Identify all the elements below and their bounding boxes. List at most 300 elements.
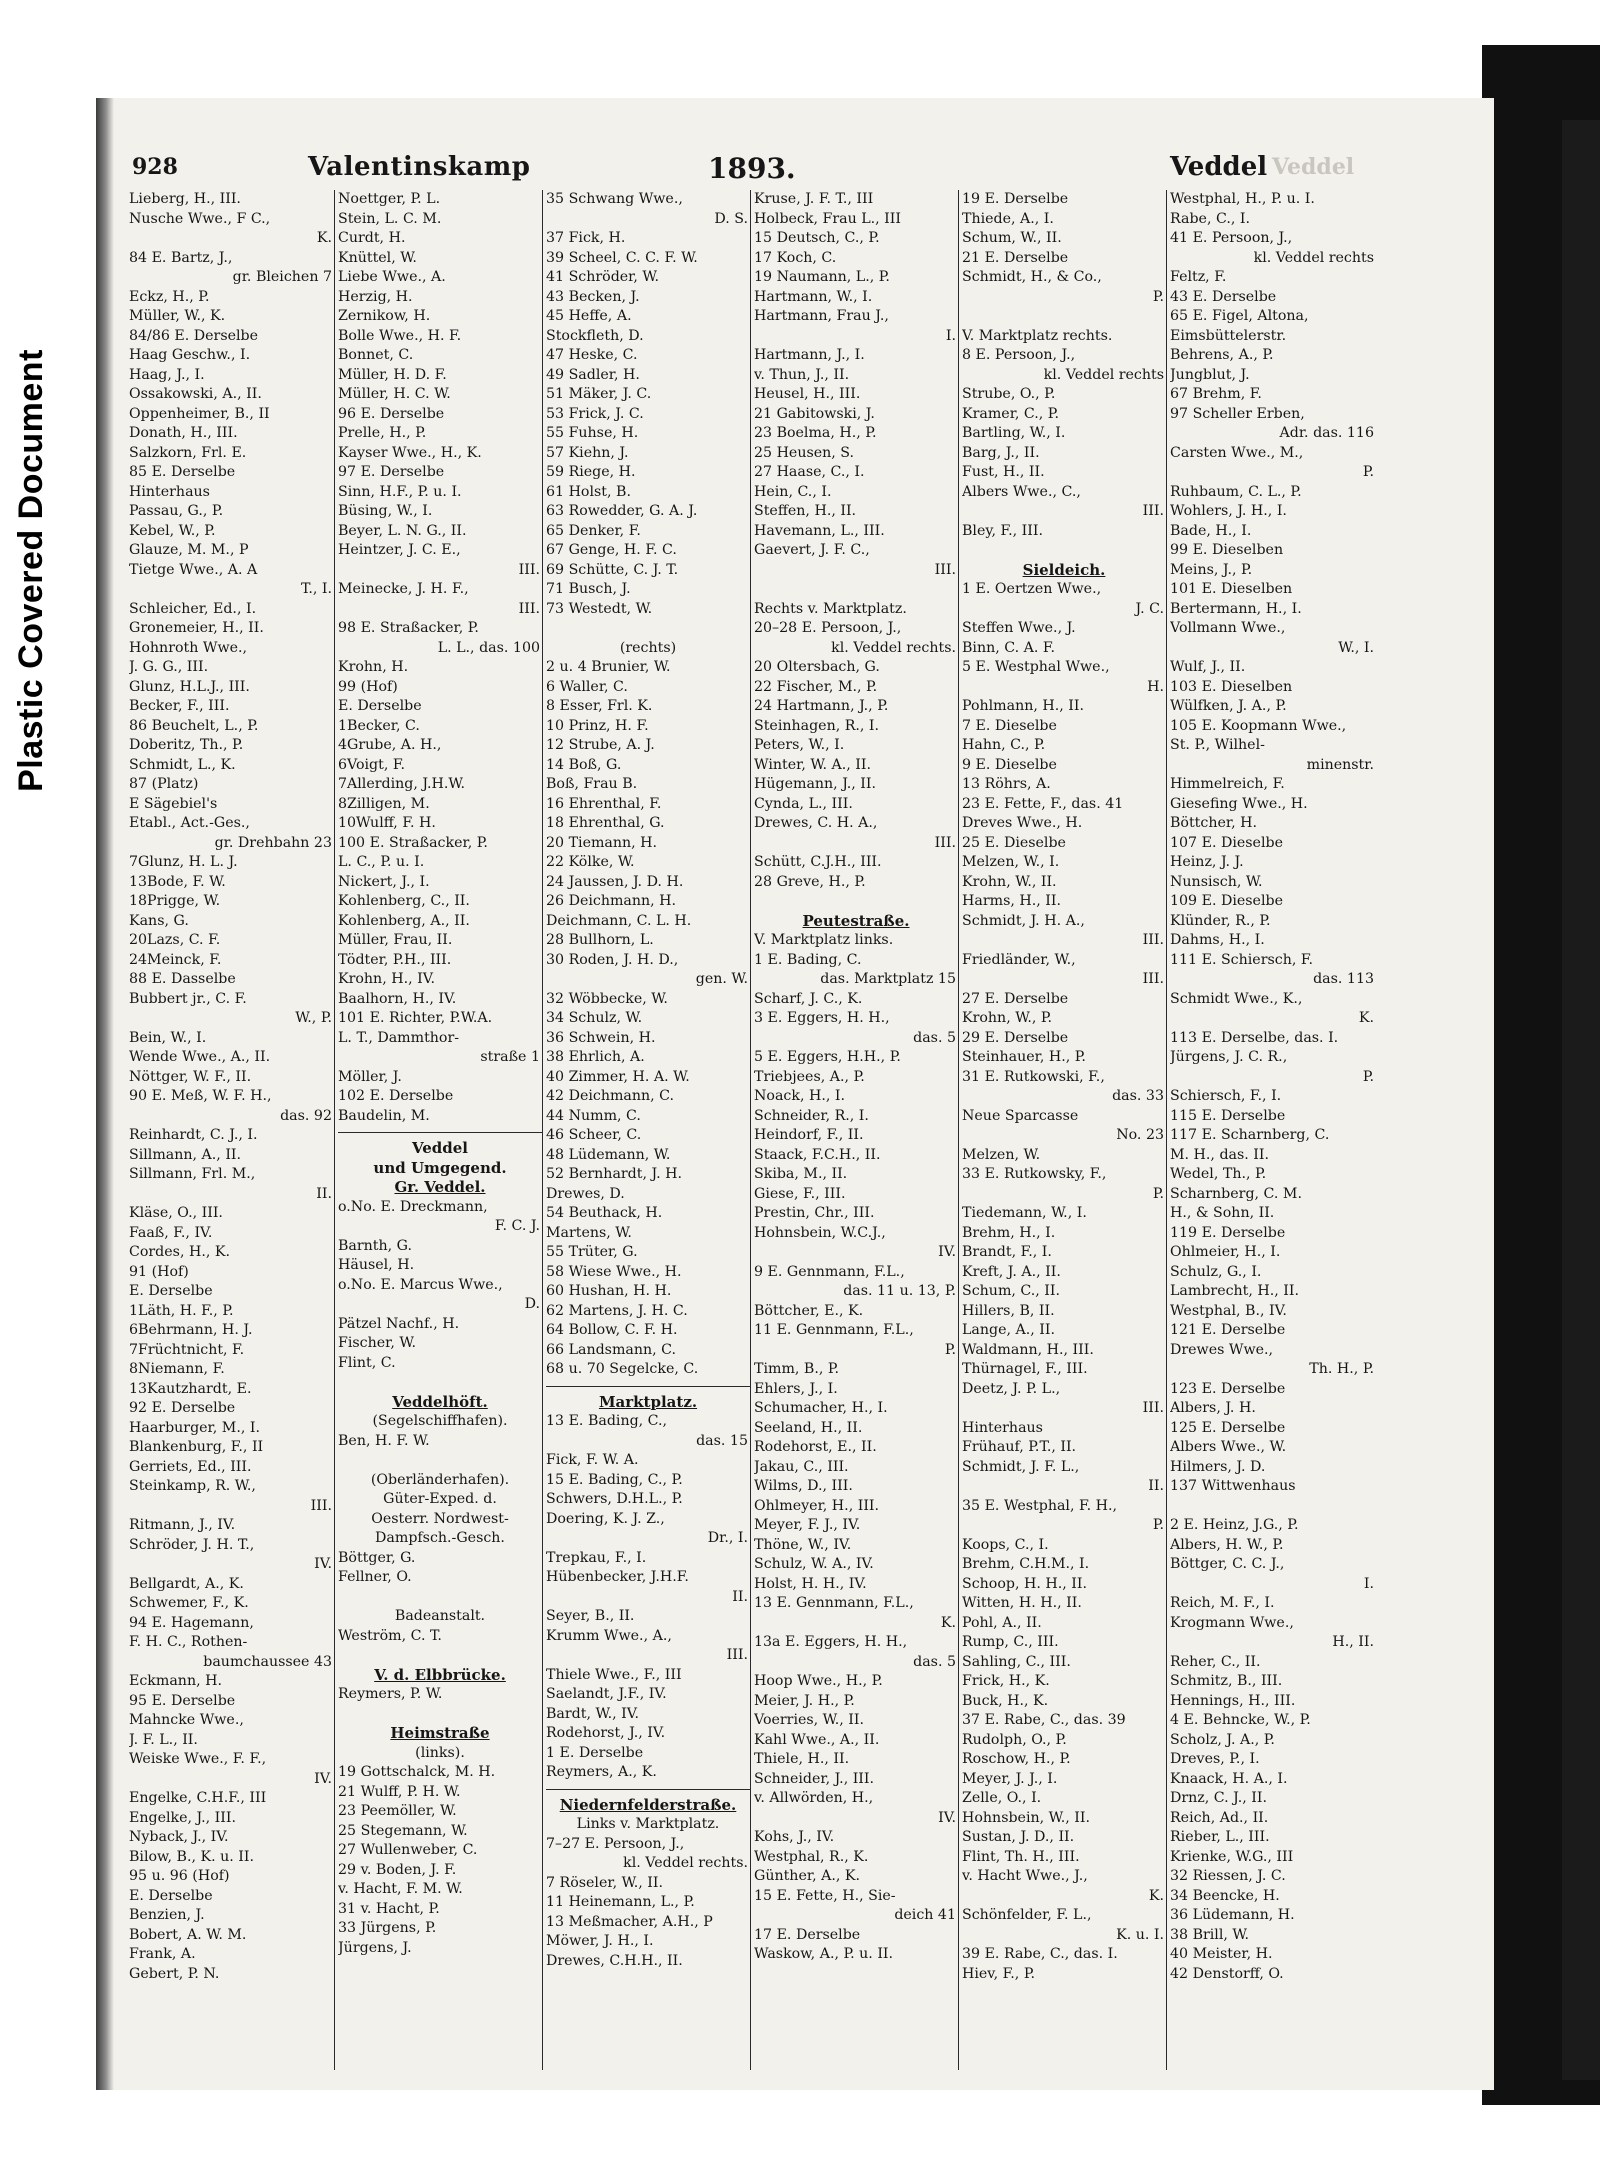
- directory-entry: Martens, W.: [546, 1224, 632, 1241]
- directory-entry: Oesterr. Nordwest-: [371, 1510, 509, 1527]
- directory-entry: Zelle, O., I.: [962, 1790, 1042, 1806]
- directory-entry: Scharf, J. C., K.: [754, 990, 863, 1007]
- directory-entry: Giese, F., III.: [754, 1185, 846, 1202]
- directory-entry: Buck, H., K.: [962, 1692, 1049, 1709]
- side-label: [0, 0, 62, 1140]
- directory-entry: Stockfleth, D.: [546, 327, 644, 344]
- directory-entry: Heintzer, J. C. E.,: [338, 542, 461, 558]
- directory-entry: 68 u. 70 Segelcke, C.: [546, 1361, 699, 1377]
- directory-entry: Meyer, J. J., I.: [962, 1770, 1058, 1787]
- directory-entry: Kans, G.: [129, 912, 189, 929]
- directory-entry: 84/86 E. Derselbe: [129, 327, 259, 344]
- directory-entry: Schmidt Wwe., K.,: [1170, 990, 1303, 1007]
- directory-entry: 63 Rowedder, G. A. J.: [546, 503, 698, 519]
- directory-entry: K. u. I.: [1116, 1926, 1164, 1943]
- directory-entry: Krohn, H., IV.: [338, 971, 435, 987]
- directory-entry: K.: [940, 1614, 956, 1631]
- directory-entry: Westphal, R., K.: [754, 1848, 869, 1865]
- directory-entry: 42 Denstorff, O.: [1170, 1965, 1284, 1982]
- directory-entry: Schwemer, F., K.: [129, 1595, 249, 1611]
- directory-entry: [338, 1646, 542, 1666]
- directory-entry: P.: [1152, 1185, 1164, 1202]
- directory-entry: 19 Gottschalck, M. H.: [338, 1764, 496, 1780]
- section-heading: V. d. Elbbrücke.: [374, 1665, 506, 1684]
- directory-entry: 20–28 E. Persoon, J.,: [754, 620, 902, 636]
- directory-entry: straße 1: [480, 1049, 540, 1065]
- directory-entry: 41 E. Persoon, J.,: [1170, 230, 1293, 246]
- directory-entry: Glauze, M. M., P: [129, 542, 249, 558]
- directory-entry: Dahms, H., I.: [1170, 932, 1265, 948]
- directory-entry: 37 E. Rabe, C., das. 39: [962, 1712, 1126, 1728]
- directory-entry: Lieberg, H., III.: [129, 191, 241, 207]
- directory-entry: Kramer, C., P.: [962, 405, 1059, 422]
- directory-entry: Meinecke, J. H. F.,: [338, 581, 469, 597]
- directory-entry: 24 Hartmann, J., P.: [754, 698, 889, 714]
- directory-entry: Nöttger, W. F., II.: [129, 1068, 252, 1085]
- section-heading: Heimstraße: [390, 1724, 490, 1742]
- directory-entry: Eckmann, H.: [129, 1673, 222, 1689]
- directory-entry: L. C., P. u. I.: [338, 854, 425, 870]
- directory-entry: 9 E. Gennmann, F.L.,: [754, 1263, 905, 1280]
- directory-entry: Drewes, D.: [546, 1185, 625, 1202]
- directory-entry: Nunsisch, W.: [1170, 873, 1263, 890]
- directory-entry: kl. Veddel rechts.: [831, 639, 956, 656]
- directory-entry: Bubbert jr., C. F.: [129, 990, 247, 1007]
- directory-entry: Engelke, J., III.: [129, 1809, 236, 1826]
- directory-entry: Bein, W., I.: [129, 1029, 207, 1046]
- directory-entry: Donath, H., III.: [129, 425, 238, 441]
- directory-entry: 31 E. Rutkowski, F.,: [962, 1068, 1105, 1085]
- directory-entry: 8 Esser, Frl. K.: [546, 698, 653, 714]
- directory-entry: Thiele Wwe., F., III: [546, 1666, 682, 1683]
- directory-entry: Bobert, A. W. M.: [129, 1926, 247, 1943]
- directory-entry: Saelandt, J.F., IV.: [546, 1686, 667, 1702]
- directory-entry: Hahn, C., P.: [962, 737, 1046, 753]
- directory-entry: Ben, H. F. W.: [338, 1432, 430, 1449]
- directory-entry: Schröder, J. H. T.,: [129, 1536, 255, 1553]
- directory-entry: III.: [934, 834, 956, 851]
- directory-entry: Pohlmann, H., II.: [962, 698, 1085, 714]
- directory-entry: 12 Strube, A. J.: [546, 737, 655, 753]
- directory-entry: [1170, 1497, 1376, 1517]
- directory-entry: das. 113: [1313, 971, 1374, 987]
- directory-entry: Zernikow, H.: [338, 308, 431, 324]
- directory-entry: Güter-Exped. d.: [383, 1491, 497, 1507]
- directory-entry: Hiev, F., P.: [962, 1965, 1035, 1982]
- directory-entry: Liebe Wwe., A.: [338, 269, 446, 285]
- directory-entry: [338, 1451, 542, 1471]
- directory-entry: Thürnagel, F., III.: [962, 1361, 1088, 1377]
- directory-entry: Albers Wwe., C.,: [962, 483, 1081, 500]
- directory-entry: 101 E. Richter, P.W.A.: [338, 1010, 493, 1026]
- directory-entry: H., & Sohn, II.: [1170, 1205, 1275, 1221]
- directory-entry: Baalhorn, H., IV.: [338, 990, 457, 1007]
- directory-entry: 18Prigge, W.: [129, 893, 221, 909]
- directory-entry: Bertermann, H., I.: [1170, 600, 1302, 617]
- directory-entry: Reymers, A., K.: [546, 1764, 657, 1780]
- directory-entry: 4 E. Behncke, W., P.: [1170, 1712, 1311, 1728]
- directory-entry: 17 E. Derselbe: [754, 1926, 861, 1943]
- directory-entry: III.: [726, 1647, 748, 1663]
- directory-entry: Häusel, H.: [338, 1257, 415, 1273]
- directory-entry: 39 Scheel, C. C. F. W.: [546, 249, 698, 266]
- directory-entry: 35 Schwang Wwe.,: [546, 191, 683, 207]
- directory-entry: 1 E. Bading, C.: [754, 951, 862, 968]
- directory-entry: (Oberländerhafen).: [370, 1471, 510, 1488]
- directory-entry: 2 u. 4 Brunier, W.: [546, 659, 671, 675]
- directory-entry: Wülfken, J. A., P.: [1170, 698, 1287, 714]
- directory-entry: Schmidt, L., K.: [129, 756, 236, 773]
- directory-entry: 59 Riege, H.: [546, 464, 636, 480]
- directory-entry: Dreves Wwe., H.: [962, 815, 1083, 831]
- directory-entry: Kruse, J. F. T., III: [754, 191, 874, 207]
- directory-entry: III.: [1142, 971, 1164, 987]
- directory-entry: Wulf, J., II.: [1170, 659, 1246, 675]
- directory-entry: 99 E. Dieselben: [1170, 542, 1284, 558]
- directory-entry: Benzien, J.: [129, 1907, 205, 1923]
- directory-entry: Steinhauer, H., P.: [962, 1049, 1086, 1065]
- directory-entry: Westphal, B., IV.: [1170, 1302, 1287, 1319]
- directory-entry: Havemann, L., III.: [754, 522, 885, 539]
- directory-entry: Hohnroth Wwe.,: [129, 639, 248, 656]
- directory-entry: 99 (Hof): [338, 678, 398, 695]
- directory-entry: Himmelreich, F.: [1170, 776, 1285, 792]
- directory-entry: Kahl Wwe., A., II.: [754, 1731, 880, 1748]
- directory-entry: E. Derselbe: [129, 1887, 213, 1904]
- directory-entry: J. F. L., II.: [129, 1731, 198, 1748]
- directory-entry: 15 E. Fette, H., Sie-: [754, 1887, 896, 1904]
- directory-entry: Heinz, J. J.: [1170, 854, 1244, 870]
- directory-entry: 43 E. Derselbe: [1170, 288, 1277, 305]
- directory-entry: 96 E. Derselbe: [338, 405, 445, 422]
- directory-entry: Voerries, W., II.: [754, 1712, 865, 1728]
- directory-entry: III.: [1142, 1400, 1164, 1416]
- directory-entry: Günther, A., K.: [754, 1868, 860, 1884]
- directory-entry: Engelke, C.H.F., III: [129, 1790, 267, 1806]
- directory-entry: Hilmers, J. D.: [1170, 1458, 1266, 1475]
- directory-entry: 84 E. Bartz, J.,: [129, 249, 233, 266]
- directory-entry: 9 E. Dieselbe: [962, 756, 1057, 773]
- directory-entry: Sustan, J. D., II.: [962, 1829, 1075, 1845]
- directory-entry: Glunz, H.L.J., III.: [129, 678, 250, 695]
- directory-entry: 7Früchtnicht, F.: [129, 1341, 245, 1358]
- section-divider: [546, 1789, 750, 1796]
- directory-entry: I.: [945, 327, 956, 344]
- directory-entry: 69 Schütte, C. J. T.: [546, 561, 679, 578]
- directory-entry: Schleicher, Ed., I.: [129, 600, 257, 617]
- section-heading: Veddel: [411, 1139, 469, 1157]
- directory-entry: K.: [1148, 1887, 1164, 1904]
- directory-entry: Schönfelder, F. L.,: [962, 1907, 1092, 1923]
- directory-entry: Drewes, C. H. A.,: [754, 815, 878, 831]
- directory-entry: III.: [1142, 932, 1164, 948]
- directory-entry: 2 E. Heinz, J.G., P.: [1170, 1517, 1299, 1533]
- directory-entry: Fust, H., II.: [962, 464, 1045, 480]
- directory-entry: 40 Meister, H.: [1170, 1946, 1273, 1962]
- directory-entry: 7Glunz, H. L. J.: [129, 854, 238, 870]
- directory-entry: Bellgardt, A., K.: [129, 1575, 244, 1592]
- directory-entry: Wohlers, J. H., I.: [1170, 503, 1287, 519]
- directory-entry: Holst, H. H., IV.: [754, 1575, 867, 1592]
- directory-entry: 1Läth, H. F., P.: [129, 1302, 234, 1319]
- directory-entry: 6 Waller, C.: [546, 678, 628, 695]
- directory-entry: Bardt, W., IV.: [546, 1705, 639, 1722]
- directory-entry: 22 Kölke, W.: [546, 854, 635, 870]
- directory-entry: 18 Ehrenthal, G.: [546, 815, 665, 831]
- directory-entry: Hein, C., I.: [754, 483, 832, 500]
- directory-entry: Lambrecht, H., II.: [1170, 1283, 1300, 1299]
- directory-entry: 13 Meßmacher, A.H., P: [546, 1913, 713, 1930]
- directory-entry: 28 Greve, H., P.: [754, 873, 866, 890]
- directory-entry: 20 Tiemann, H.: [546, 834, 658, 851]
- directory-entry: Flint, Th. H., III.: [962, 1848, 1080, 1865]
- directory-entry: das. 5: [913, 1653, 956, 1670]
- directory-entry: 21 Wulff, P. H. W.: [338, 1783, 461, 1800]
- directory-entry: Krienke, W.G., III: [1170, 1848, 1294, 1865]
- directory-entry: 36 Schwein, H.: [546, 1029, 656, 1046]
- directory-entry: 54 Beuthack, H.: [546, 1205, 663, 1221]
- directory-entry: Thiede, A., I.: [962, 210, 1054, 227]
- directory-entry: 66 Landsmann, C.: [546, 1341, 677, 1358]
- directory-entry: v. Hacht, F. M. W.: [338, 1881, 463, 1897]
- directory-entry: 1 E. Oertzen Wwe.,: [962, 581, 1102, 597]
- directory-entry: (Segelschiffhafen).: [372, 1413, 508, 1429]
- directory-entry: 51 Mäker, J. C.: [546, 386, 652, 402]
- directory-entry: 92 E. Derselbe: [129, 1400, 236, 1416]
- section-heading: Niedernfelderstraße.: [559, 1795, 737, 1814]
- directory-entry: II.: [316, 1185, 332, 1202]
- directory-entry: 109 E. Dieselbe: [1170, 893, 1283, 909]
- directory-entry: 19 Naumann, L., P.: [754, 269, 890, 285]
- directory-entry: Drewes, C.H.H., II.: [546, 1952, 683, 1969]
- directory-entry: Herzig, H.: [338, 288, 413, 305]
- directory-entry: Deetz, J. P. L.,: [962, 1380, 1061, 1397]
- directory-entry: Kreft, J. A., II.: [962, 1263, 1061, 1280]
- directory-entry: Thöne, W., IV.: [754, 1536, 852, 1553]
- directory-entry: Schneider, J., III.: [754, 1770, 875, 1787]
- directory-entry: 113 E. Derselbe, das. I.: [1170, 1029, 1339, 1046]
- directory-entry: Scharnberg, C. M.: [1170, 1185, 1302, 1202]
- section-divider: [338, 1132, 542, 1139]
- directory-entry: Ruhbaum, C. L., P.: [1170, 483, 1302, 500]
- directory-entry: 64 Bollow, C. F. H.: [546, 1322, 678, 1338]
- directory-entry: Frühauf, P.T., II.: [962, 1439, 1077, 1455]
- directory-entry: 13Bode, F. W.: [129, 873, 226, 890]
- directory-entry: Krohn, W., II.: [962, 873, 1057, 890]
- directory-entry: Tödter, P.H., III.: [338, 951, 452, 968]
- directory-entry: Etabl., Act.-Ges.,: [129, 815, 250, 831]
- directory-entry: Timm, B., P.: [754, 1361, 840, 1377]
- directory-entry: Sillmann, Frl. M.,: [129, 1166, 256, 1182]
- directory-entry: 23 Boelma, H., P.: [754, 425, 877, 441]
- directory-entry: Hartmann, Frau J.,: [754, 308, 889, 324]
- directory-entry: Hennings, H., III.: [1170, 1692, 1296, 1709]
- directory-entry: No. 23: [1116, 1127, 1164, 1143]
- directory-entry: Weström, C. T.: [338, 1627, 442, 1644]
- directory-entry: Winter, W. A., II.: [754, 756, 871, 773]
- directory-entry: 29 E. Derselbe: [962, 1029, 1069, 1046]
- directory-entry: Hillers, B, II.: [962, 1302, 1055, 1319]
- section-heading: Marktplatz.: [598, 1392, 698, 1411]
- directory-entry: 1Becker, C.: [338, 717, 420, 734]
- directory-entry: Schmidt, J. H. A.,: [962, 912, 1085, 929]
- directory-entry: Hohnsbein, W.C.J.,: [754, 1224, 886, 1241]
- directory-entry: Barg, J., II.: [962, 444, 1040, 461]
- directory-entry: 55 Fuhse, H.: [546, 425, 639, 441]
- directory-entry: Hoop Wwe., H., P.: [754, 1673, 883, 1689]
- directory-entry: 38 Brill, W.: [1170, 1926, 1250, 1943]
- directory-entry: Kohlenberg, A., II.: [338, 912, 470, 929]
- directory-entry: 7 E. Dieselbe: [962, 717, 1057, 734]
- directory-entry: Hartmann, W., I.: [754, 288, 873, 305]
- directory-entry: Kläse, O., III.: [129, 1205, 223, 1221]
- directory-entry: Krohn, W., P.: [962, 1010, 1053, 1026]
- directory-entry: Rudolph, O., P.: [962, 1731, 1067, 1748]
- directory-entry: Pohl, A., II.: [962, 1614, 1042, 1631]
- directory-entry: Mahncke Wwe.,: [129, 1712, 244, 1728]
- directory-entry: T., I.: [300, 581, 332, 597]
- directory-entry: 14 Boß, G.: [546, 756, 622, 773]
- directory-entry: v. Allwörden, H.,: [754, 1790, 874, 1806]
- directory-entry: Triebjees, A., P.: [754, 1068, 865, 1085]
- directory-entry: Reich, M. F., I.: [1170, 1595, 1275, 1611]
- directory-entry: 17 Koch, C.: [754, 249, 837, 266]
- directory-entry: I.: [1363, 1575, 1374, 1592]
- directory-entry: Knüttel, W.: [338, 249, 417, 266]
- column-6: [1166, 190, 1376, 2070]
- directory-entry: 8 E. Persoon, J.,: [962, 347, 1076, 363]
- directory-entry: 87 (Platz): [129, 776, 199, 792]
- directory-entry: Bade, H., I.: [1170, 522, 1252, 539]
- directory-entry: P.: [1152, 1517, 1164, 1533]
- directory-entry: 5 E. Eggers, H.H., P.: [754, 1049, 901, 1065]
- directory-entry: Schum, W., II.: [962, 230, 1062, 246]
- directory-entry: 137 Wittwenhaus: [1170, 1478, 1296, 1494]
- directory-entry: Müller, Frau, II.: [338, 932, 453, 948]
- directory-entry: 29 v. Boden, J. F.: [338, 1861, 457, 1878]
- directory-entry: Steinkamp, R. W.,: [129, 1478, 256, 1494]
- directory-entry: das. 15: [696, 1432, 748, 1449]
- directory-entry: 85 E. Derselbe: [129, 464, 236, 480]
- directory-entry: 121 E. Derselbe: [1170, 1322, 1286, 1338]
- directory-entry: Fellner, O.: [338, 1569, 412, 1585]
- directory-entry: 42 Deichmann, C.: [546, 1088, 675, 1104]
- directory-entry: Binn, C. A. F.: [962, 639, 1056, 656]
- directory-entry: IV.: [314, 1556, 332, 1572]
- directory-entry: Noettger, P. L.: [338, 191, 441, 207]
- directory-entry: Bartling, W., I.: [962, 425, 1066, 441]
- directory-entry: III.: [1142, 503, 1164, 519]
- directory-entry: 125 E. Derselbe: [1170, 1419, 1286, 1436]
- directory-entry: Meier, J. H., P.: [754, 1692, 855, 1709]
- directory-entry: 28 Bullhorn, L.: [546, 932, 654, 948]
- directory-entry: 103 E. Dieselben: [1170, 678, 1293, 695]
- directory-entry: Drnz, C. J., II.: [1170, 1790, 1267, 1806]
- directory-entry: [754, 892, 958, 912]
- page-header: [132, 152, 1355, 190]
- directory-entry: 97 E. Derselbe: [338, 464, 445, 480]
- directory-entry: 23 Peemöller, W.: [338, 1803, 457, 1819]
- directory-entry: [546, 619, 750, 639]
- directory-entry: Albers, J. H.: [1170, 1400, 1256, 1416]
- directory-entry: 46 Scheer, C.: [546, 1127, 642, 1143]
- directory-entry: Fischer, W.: [338, 1335, 416, 1351]
- directory-entry: 73 Westedt, W.: [546, 600, 653, 617]
- directory-entry: Trepkau, F., I.: [546, 1549, 647, 1566]
- directory-entry: III.: [934, 561, 956, 578]
- directory-entry: Reymers, P. W.: [338, 1686, 443, 1702]
- section-heading: Veddelhöft.: [392, 1392, 488, 1411]
- directory-entry: J. G. G., III.: [129, 659, 209, 675]
- directory-entry: 43 Becken, J.: [546, 288, 640, 305]
- directory-entry: Roschow, H., P.: [962, 1751, 1071, 1767]
- directory-entry: IV.: [938, 1244, 956, 1260]
- directory-entry: F. H. C., Rothen-: [129, 1634, 248, 1650]
- directory-entry: 94 E. Hagemann,: [129, 1614, 254, 1631]
- directory-entry: Pätzel Nachf., H.: [338, 1315, 460, 1332]
- directory-entry: Blankenburg, F., II: [129, 1439, 264, 1455]
- directory-entry: J. C.: [1135, 600, 1164, 617]
- directory-entry: Kayser Wwe., H., K.: [338, 444, 482, 461]
- directory-entry: IV.: [314, 1770, 332, 1787]
- directory-entry: Reinhardt, C. J., I.: [129, 1127, 258, 1143]
- directory-entry: V. Marktplatz rechts.: [962, 327, 1113, 344]
- directory-entry: 4Grube, A. H.,: [338, 737, 442, 753]
- directory-entry: [962, 541, 1166, 561]
- directory-entry: P.: [1362, 1068, 1374, 1085]
- directory-entry: Prestin, Chr., III.: [754, 1205, 875, 1221]
- directory-entry: Passau, G., P.: [129, 503, 224, 519]
- directory-entry: Möller, J.: [338, 1068, 402, 1085]
- section-heading: Gr. Veddel.: [394, 1178, 486, 1196]
- directory-entry: Deichmann, C. L. H.: [546, 912, 692, 929]
- directory-entry: Jürgens, J. C. R.,: [1170, 1049, 1288, 1065]
- section-heading: Sieldeich.: [1022, 560, 1106, 579]
- directory-entry: Reich, Ad., II.: [1170, 1809, 1269, 1826]
- directory-entry: 88 E. Dasselbe: [129, 971, 236, 987]
- directory-entry: Rieber, L., III.: [1170, 1829, 1270, 1845]
- directory-entry: Peters, W., I.: [754, 737, 845, 753]
- directory-entry: gen. W.: [695, 971, 748, 987]
- directory-entry: Drewes Wwe.,: [1170, 1341, 1274, 1358]
- directory-entry: Bonnet, C.: [338, 347, 414, 363]
- directory-entry: Schulz, W. A., IV.: [754, 1556, 874, 1572]
- directory-entry: 49 Sadler, H.: [546, 366, 640, 383]
- directory-entry: 60 Hushan, H. H.: [546, 1283, 672, 1299]
- directory-entry: 13 E. Gennmann, F.L.,: [754, 1595, 914, 1611]
- directory-entry: Baudelin, M.: [338, 1107, 430, 1124]
- directory-entry: das. 5: [913, 1029, 956, 1046]
- directory-entry: Tietge Wwe., A. A: [129, 561, 258, 578]
- directory-entry: Rechts v. Marktplatz.: [754, 600, 907, 617]
- directory-entry: Staack, F.C.H., II.: [754, 1146, 881, 1163]
- directory-entry: Rodehorst, E., II.: [754, 1439, 877, 1455]
- directory-entry: 8Zilligen, M.: [338, 795, 430, 812]
- directory-entry: W., I.: [1338, 639, 1374, 656]
- directory-entry: 13 E. Bading, C.,: [546, 1413, 668, 1429]
- directory-entry: Doberitz, Th., P.: [129, 737, 244, 753]
- directory-entry: 24 Jaussen, J. D. H.: [546, 873, 684, 890]
- directory-entry: Brandt, F., I.: [962, 1244, 1052, 1260]
- directory-entry: Frank, A.: [129, 1946, 196, 1962]
- directory-entry: 26 Deichmann, H.: [546, 893, 677, 909]
- directory-entry: deich 41: [894, 1907, 956, 1923]
- directory-entry: das. Marktplatz 15: [820, 971, 956, 987]
- directory-entry: Heusel, H., III.: [754, 386, 861, 402]
- directory-entry: [338, 1588, 542, 1608]
- directory-entry: Meins, J., P.: [1170, 561, 1253, 578]
- directory-entry: 102 E. Derselbe: [338, 1088, 454, 1104]
